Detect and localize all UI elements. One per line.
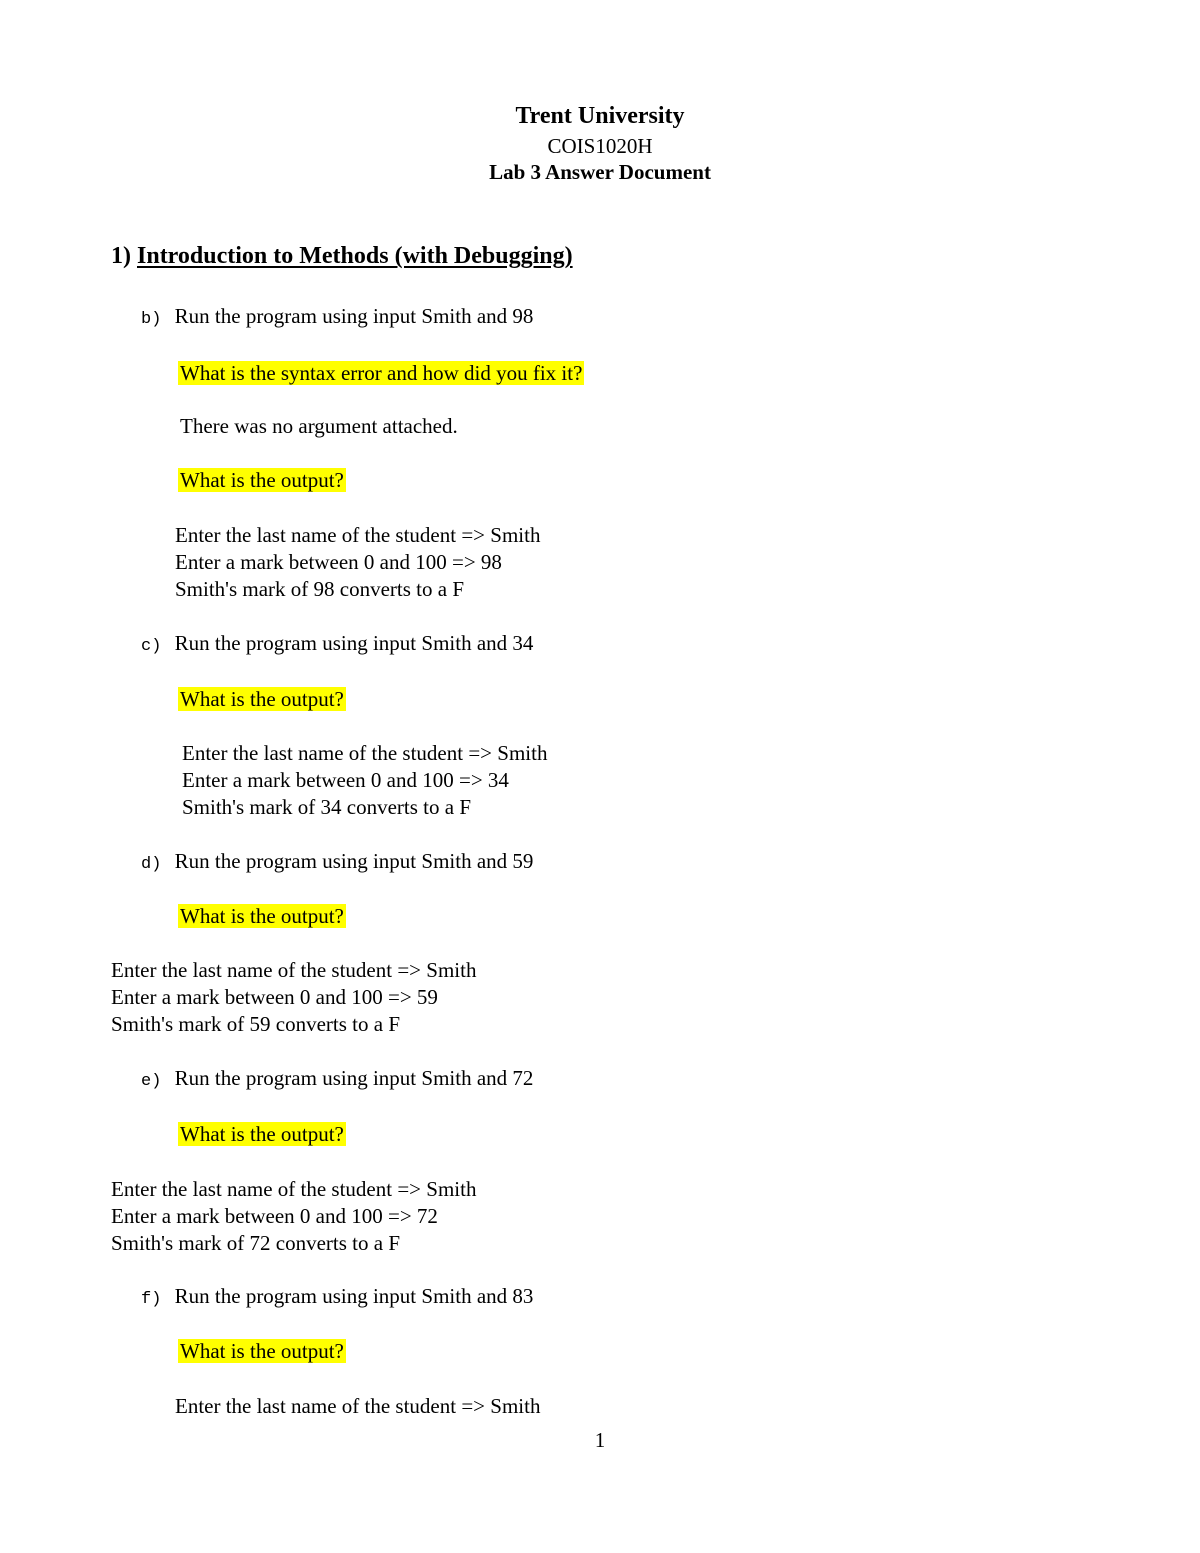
highlighted-question: What is the output? (180, 1122, 344, 1146)
part-b-instruction-row (141, 304, 533, 330)
part-e-question (178, 1122, 346, 1147)
part-d-letter: d) (141, 855, 162, 874)
part-d-question (178, 904, 346, 929)
part-f-instruction-row (141, 1284, 533, 1310)
section-title: Introduction to Methods (with Debugging) (137, 243, 573, 269)
output-line: Enter a mark between 0 and 100 => 98 (175, 550, 502, 574)
output-line: Enter the last name of the student => Smith (111, 958, 477, 982)
document-subtitle: Lab 3 Answer Document (489, 160, 711, 184)
page-number: 1 (594, 1428, 606, 1452)
part-c-letter: c) (141, 637, 162, 656)
part-d-output (111, 957, 476, 1038)
part-d-instruction-row (141, 849, 533, 875)
document-title: Trent University (515, 103, 685, 129)
part-e-output (111, 1176, 476, 1257)
highlighted-question: What is the output? (180, 904, 344, 928)
output-line: Enter a mark between 0 and 100 => 59 (111, 985, 438, 1009)
output-line: Smith's mark of 72 converts to a F (111, 1231, 401, 1255)
part-b-letter: b) (141, 310, 162, 329)
highlighted-question: What is the output? (180, 687, 344, 711)
output-line: Enter the last name of the student => Smith (175, 1394, 541, 1418)
highlighted-question: What is the output? (180, 1339, 344, 1363)
part-f-output (175, 1393, 540, 1420)
part-b-answer-1: There was no argument attached. (180, 414, 458, 438)
part-f-question (178, 1339, 346, 1364)
part-c-question (178, 687, 346, 712)
output-line: Enter the last name of the student => Smith (111, 1177, 477, 1201)
highlighted-question: What is the output? (180, 468, 344, 492)
part-b-question-1 (178, 361, 584, 386)
highlighted-question: What is the syntax error and how did you fix it? (180, 361, 583, 385)
part-c-instruction: Run the program using input Smith and 34 (174, 631, 534, 655)
part-b-instruction: Run the program using input Smith and 98 (174, 304, 534, 328)
output-line: Smith's mark of 98 converts to a F (175, 577, 465, 601)
output-line: Smith's mark of 34 converts to a F (182, 795, 472, 819)
part-c-output (182, 740, 547, 821)
part-e-instruction: Run the program using input Smith and 72 (174, 1066, 534, 1090)
output-line: Enter the last name of the student => Smith (175, 523, 541, 547)
part-d-instruction: Run the program using input Smith and 59 (174, 849, 534, 873)
output-line: Enter the last name of the student => Smith (182, 741, 548, 765)
part-c-instruction-row (141, 631, 533, 657)
output-line: Enter a mark between 0 and 100 => 34 (182, 768, 509, 792)
course-code: COIS1020H (547, 134, 653, 158)
part-e-instruction-row (141, 1066, 533, 1092)
part-b-output (175, 522, 540, 603)
part-f-letter: f) (141, 1290, 162, 1309)
part-b-question-2 (178, 468, 346, 493)
section-number: 1) (111, 243, 131, 269)
output-line: Smith's mark of 59 converts to a F (111, 1012, 401, 1036)
part-e-letter: e) (141, 1072, 162, 1091)
section-heading (111, 242, 573, 271)
output-line: Enter a mark between 0 and 100 => 72 (111, 1204, 438, 1228)
part-f-instruction: Run the program using input Smith and 83 (174, 1284, 534, 1308)
